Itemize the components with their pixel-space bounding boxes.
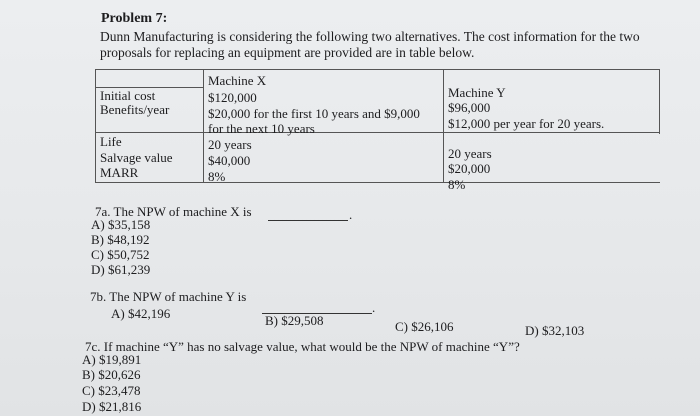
initial-cost-x: $120,000 <box>208 90 257 105</box>
row-label-marr: MARR <box>100 165 139 180</box>
table-border-top <box>95 69 660 70</box>
q7c-option-b: B) $20,626 <box>82 367 141 382</box>
q7c-option-a: A) $19,891 <box>82 352 142 367</box>
q7b-option-b: B) $29,508 <box>265 313 324 328</box>
q7b-option-d: D) $32,103 <box>525 323 585 338</box>
table-divider-row-mid <box>95 132 660 133</box>
q7a-option-d: D) $61,239 <box>91 262 151 277</box>
q7b-question: 7b. The NPW of machine Y is <box>90 289 247 304</box>
benefits-x-line-2: for the next 10 years <box>208 121 315 136</box>
q7b-end-mark: . <box>372 300 376 315</box>
q7a-question: 7a. The NPW of machine X is <box>95 204 252 219</box>
row-label-life: Life <box>100 134 122 149</box>
table-border-bottom <box>95 182 660 183</box>
q7b-option-a: A) $42,196 <box>111 306 171 321</box>
q7a-option-c: C) $50,752 <box>91 247 150 262</box>
problem-text-line-2: proposals for replacing an equipment are provided are in table below. <box>100 45 475 60</box>
q7a-option-b: B) $48,192 <box>91 232 150 247</box>
row-label-initial-cost: Initial cost <box>100 88 156 103</box>
q7a-option-a: A) $35,158 <box>91 217 151 232</box>
cost-table <box>95 69 660 192</box>
life-y: 20 years <box>448 146 492 161</box>
table-divider-col2 <box>443 69 444 183</box>
row-label-salvage: Salvage value <box>100 150 173 165</box>
benefits-x-line-1: $20,000 for the first 10 years and $9,000 <box>208 106 420 121</box>
header-machine-x: Machine X <box>208 73 267 88</box>
q7c-option-d: D) $21,816 <box>82 399 142 414</box>
header-machine-y: Machine Y <box>448 85 506 100</box>
salvage-y: $20,000 <box>448 161 491 176</box>
q7b-option-c: C) $26,106 <box>395 319 454 334</box>
q7c-question: 7c. If machine “Y” has no salvage value, what would be the NPW of machine “Y”? <box>85 339 520 354</box>
problem-text-line-1: Dunn Manufacturing is considering the following two alternatives. The cost information for the two <box>100 29 640 44</box>
problem-heading: Problem 7: <box>101 11 168 26</box>
table-border-right <box>659 69 660 134</box>
initial-cost-y: $96,000 <box>448 100 491 115</box>
q7a-answer-blank <box>268 220 348 221</box>
marr-y: 8% <box>448 177 466 192</box>
q7a-end-mark: . <box>349 207 353 222</box>
marr-x: 8% <box>208 169 226 184</box>
row-label-benefits: Benefits/year <box>100 102 170 117</box>
table-divider-col1 <box>203 69 204 183</box>
salvage-x: $40,000 <box>208 153 251 168</box>
q7c-option-c: C) $23,478 <box>82 383 141 398</box>
benefits-y: $12,000 per year for 20 years. <box>448 116 605 131</box>
life-x: 20 years <box>208 137 252 152</box>
